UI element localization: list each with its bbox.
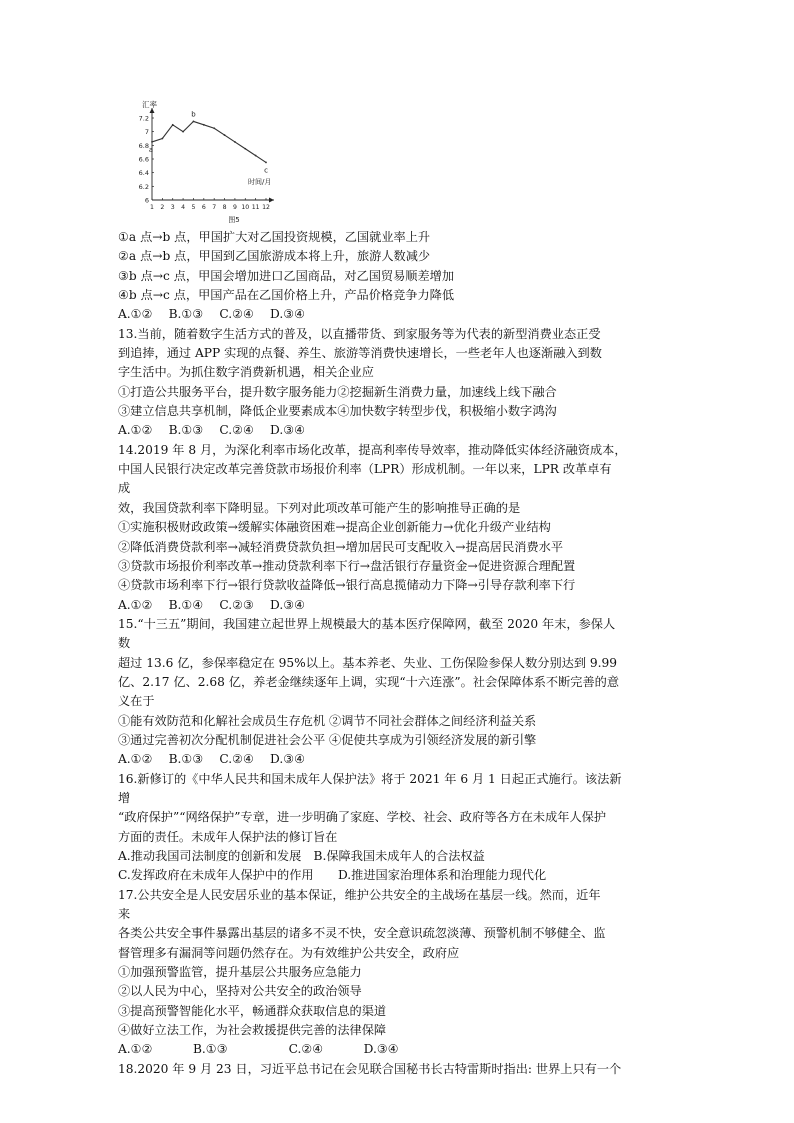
text-line: 17.公共安全是人民安居乐业的基本保证，维护公共安全的主战场在基层一线。然而，近年 xyxy=(118,887,601,902)
text-line: A.①② B.①③ C.②④ D.③④ xyxy=(118,1042,399,1057)
text-line: “政府保护”“网络保护”专章，进一步明确了家庭、学校、社会、政府等各方在未成年人保护 xyxy=(118,810,607,825)
text-line: 义在于 xyxy=(118,694,155,709)
data-point xyxy=(151,141,153,143)
text-line: 数 xyxy=(118,636,131,651)
text-line: A.①② B.①④ C.②③ D.③④ xyxy=(118,597,306,612)
text-line: ③贷款市场报价利率改革→推动贷款利率下行→盘活银行存量资金→促进资源合理配置 xyxy=(118,558,576,573)
text-line: ③通过完善初次分配机制促进社会公平 ④促使共享成为引领经济发展的新引擎 xyxy=(118,732,537,747)
x-tick-label: 6 xyxy=(201,204,206,211)
text-line: ②a 点→b 点，甲国到乙国旅游成本将上升，旅游人数减少 xyxy=(118,249,431,264)
text-line: 16.新修订的《中华人民共和国未成年人保护法》将于 2021 年 6 月 1 日起正式施行。该法新 xyxy=(118,771,622,786)
text-line: A.①② B.①③ C.②④ D.③④ xyxy=(118,752,306,767)
x-tick-label: 2 xyxy=(160,204,165,211)
text-line: ③建立信息共享机制，降低企业要素成本④加快数字转型步伐，积极缩小数字鸿沟 xyxy=(118,404,557,419)
point-label-a: a xyxy=(148,145,154,154)
text-line: ②以人民为中心，坚持对公共安全的政治领导 xyxy=(118,984,362,999)
text-line: 方面的责任。未成年人保护法的修订旨在 xyxy=(118,829,338,844)
text-line: 字生活中。为抓住数字消费新机遇，相关企业应 xyxy=(118,365,374,380)
x-tick-label: 8 xyxy=(222,204,227,211)
x-tick-label: 12 xyxy=(262,204,270,211)
y-tick-label: 6.2 xyxy=(138,182,149,191)
y-tick-label: 7 xyxy=(144,128,149,137)
data-point xyxy=(161,138,163,140)
text-line: ④b 点→c 点，甲国产品在乙国价格上升，产品价格竞争力降低 xyxy=(118,288,455,303)
text-line: 13.当前，随着数字生活方式的普及，以直播带货、到家服务等为代表的新型消费业态正受 xyxy=(118,326,601,341)
text-line: 督管理多有漏洞等问题仍然存在。为有效维护公共安全，政府应 xyxy=(118,945,460,960)
data-point xyxy=(224,134,226,136)
text-line: ①实施积极财政政策→缓解实体融资困难→提高企业创新能力→优化升级产业结构 xyxy=(118,520,551,535)
y-tick-label: 6 xyxy=(144,196,149,205)
text-line: A.①② B.①③ C.②④ D.③④ xyxy=(118,307,306,322)
x-tick-label: 7 xyxy=(212,204,217,211)
text-line: 超过 13.6 亿，参保率稳定在 95%以上。基本养老、失业、工伤保险参保人数分别达到 9.99 xyxy=(118,655,618,670)
data-point xyxy=(234,141,236,143)
x-tick-label: 1 xyxy=(150,204,154,211)
point-label-b: b xyxy=(191,110,196,119)
data-point xyxy=(213,127,215,129)
x-tick-label: 4 xyxy=(181,204,186,211)
y-axis-label: 汇率 xyxy=(142,100,157,109)
x-tick-label: 11 xyxy=(251,204,260,211)
text-line: 到追捧，通过 APP 实现的点餐、养生、旅游等消费快速增长，一些老年人也逐渐融入到数 xyxy=(118,346,602,361)
text-line: ③提高预警智能化水平，畅通群众获取信息的渠道 xyxy=(118,1003,387,1018)
text-line: 18.2020 年 9 月 23 日，习近平总书记在会见联合国秘书长古特雷斯时指出: 世界上只有一个 xyxy=(118,1061,622,1076)
x-axis-arrow xyxy=(269,198,274,203)
text-line: ④做好立法工作，为社会救援提供完善的法律保障 xyxy=(118,1023,387,1038)
text-line: 中国人民银行决定改革完善贷款市场报价利率（LPR）形成机制。一年以来，LPR 改革卓有 xyxy=(118,462,612,477)
text-line: ①a 点→b 点，甲国扩大对乙国投资规模，乙国就业率上升 xyxy=(118,230,431,244)
data-point xyxy=(193,121,195,123)
text-line: ①能有效防范和化解社会成员生存危机 ②调节不同社会群体之间经济利益关系 xyxy=(118,713,537,728)
text-line: ①打造公共服务平台，提升数字服务能力②挖掘新生消费力量，加速线上线下融合 xyxy=(118,384,557,399)
text-line: 增 xyxy=(118,790,131,805)
x-tick-label: 3 xyxy=(170,204,175,211)
text-line: 成 xyxy=(118,481,131,496)
y-tick-label: 6.4 xyxy=(138,169,149,178)
text-line: 亿、2.17 亿、2.68 亿，养老金继续逐年上调，实现“十六连涨”。社会保障体系不断完善的意 xyxy=(118,674,620,689)
figure-caption: 图5 xyxy=(228,216,240,224)
text-line: ②降低消费贷款利率→减轻消费贷款负担→增加居民可支配收入→提高居民消费水平 xyxy=(118,539,564,554)
x-tick-label: 10 xyxy=(241,204,250,211)
data-point xyxy=(182,131,184,133)
question-text xyxy=(118,228,678,1079)
text-line: ④贷款市场利率下行→银行贷款收益降低→银行高息揽储动力下降→引导存款利率下行 xyxy=(118,578,576,593)
y-tick-label: 6.6 xyxy=(138,155,149,164)
data-point xyxy=(172,124,174,126)
text-line: C.发挥政府在未成年人保护中的作用 D.推进国家治理体系和治理能力现代化 xyxy=(118,868,547,883)
data-point xyxy=(244,148,246,150)
x-tick-label: 5 xyxy=(191,204,196,211)
text-line: 14.2019 年 8 月，为深化利率市场化改革，提高利率传导效率，推动降低实体经济融资成本， xyxy=(118,442,627,457)
data-point xyxy=(255,155,257,157)
point-label-c: c xyxy=(264,166,268,175)
text-line: ①加强预警监管，提升基层公共服务应急能力 xyxy=(118,965,362,980)
text-line: 效，我国贷款利率下降明显。下列对此项改革可能产生的影响推导正确的是 xyxy=(118,500,521,515)
y-tick-label: 6.8 xyxy=(138,141,149,150)
exchange-rate-chart xyxy=(118,98,288,226)
text-line: ③b 点→c 点，甲国会增加进口乙国商品，对乙国贸易顺差增加 xyxy=(118,268,455,283)
x-axis-label: 时间/月 xyxy=(248,178,272,186)
text-line: 各类公共安全事件暴露出基层的诸多不灵不快，安全意识疏忽淡薄、预警机制不够健全、监 xyxy=(118,926,606,941)
x-tick-label: 9 xyxy=(232,204,237,211)
text-line: 来 xyxy=(118,907,131,922)
data-point xyxy=(265,162,267,164)
data-point xyxy=(203,124,205,126)
y-tick-label: 7.2 xyxy=(138,114,149,123)
text-line: A.①② B.①③ C.②④ D.③④ xyxy=(118,423,306,438)
series-line xyxy=(152,121,266,162)
text-line: 15.“十三五”期间，我国建立起世界上规模最大的基本医疗保障网，截至 2020 年末，参保人 xyxy=(118,616,616,631)
text-line: A.推动我国司法制度的创新和发展 B.保障我国未成年人的合法权益 xyxy=(118,849,485,863)
